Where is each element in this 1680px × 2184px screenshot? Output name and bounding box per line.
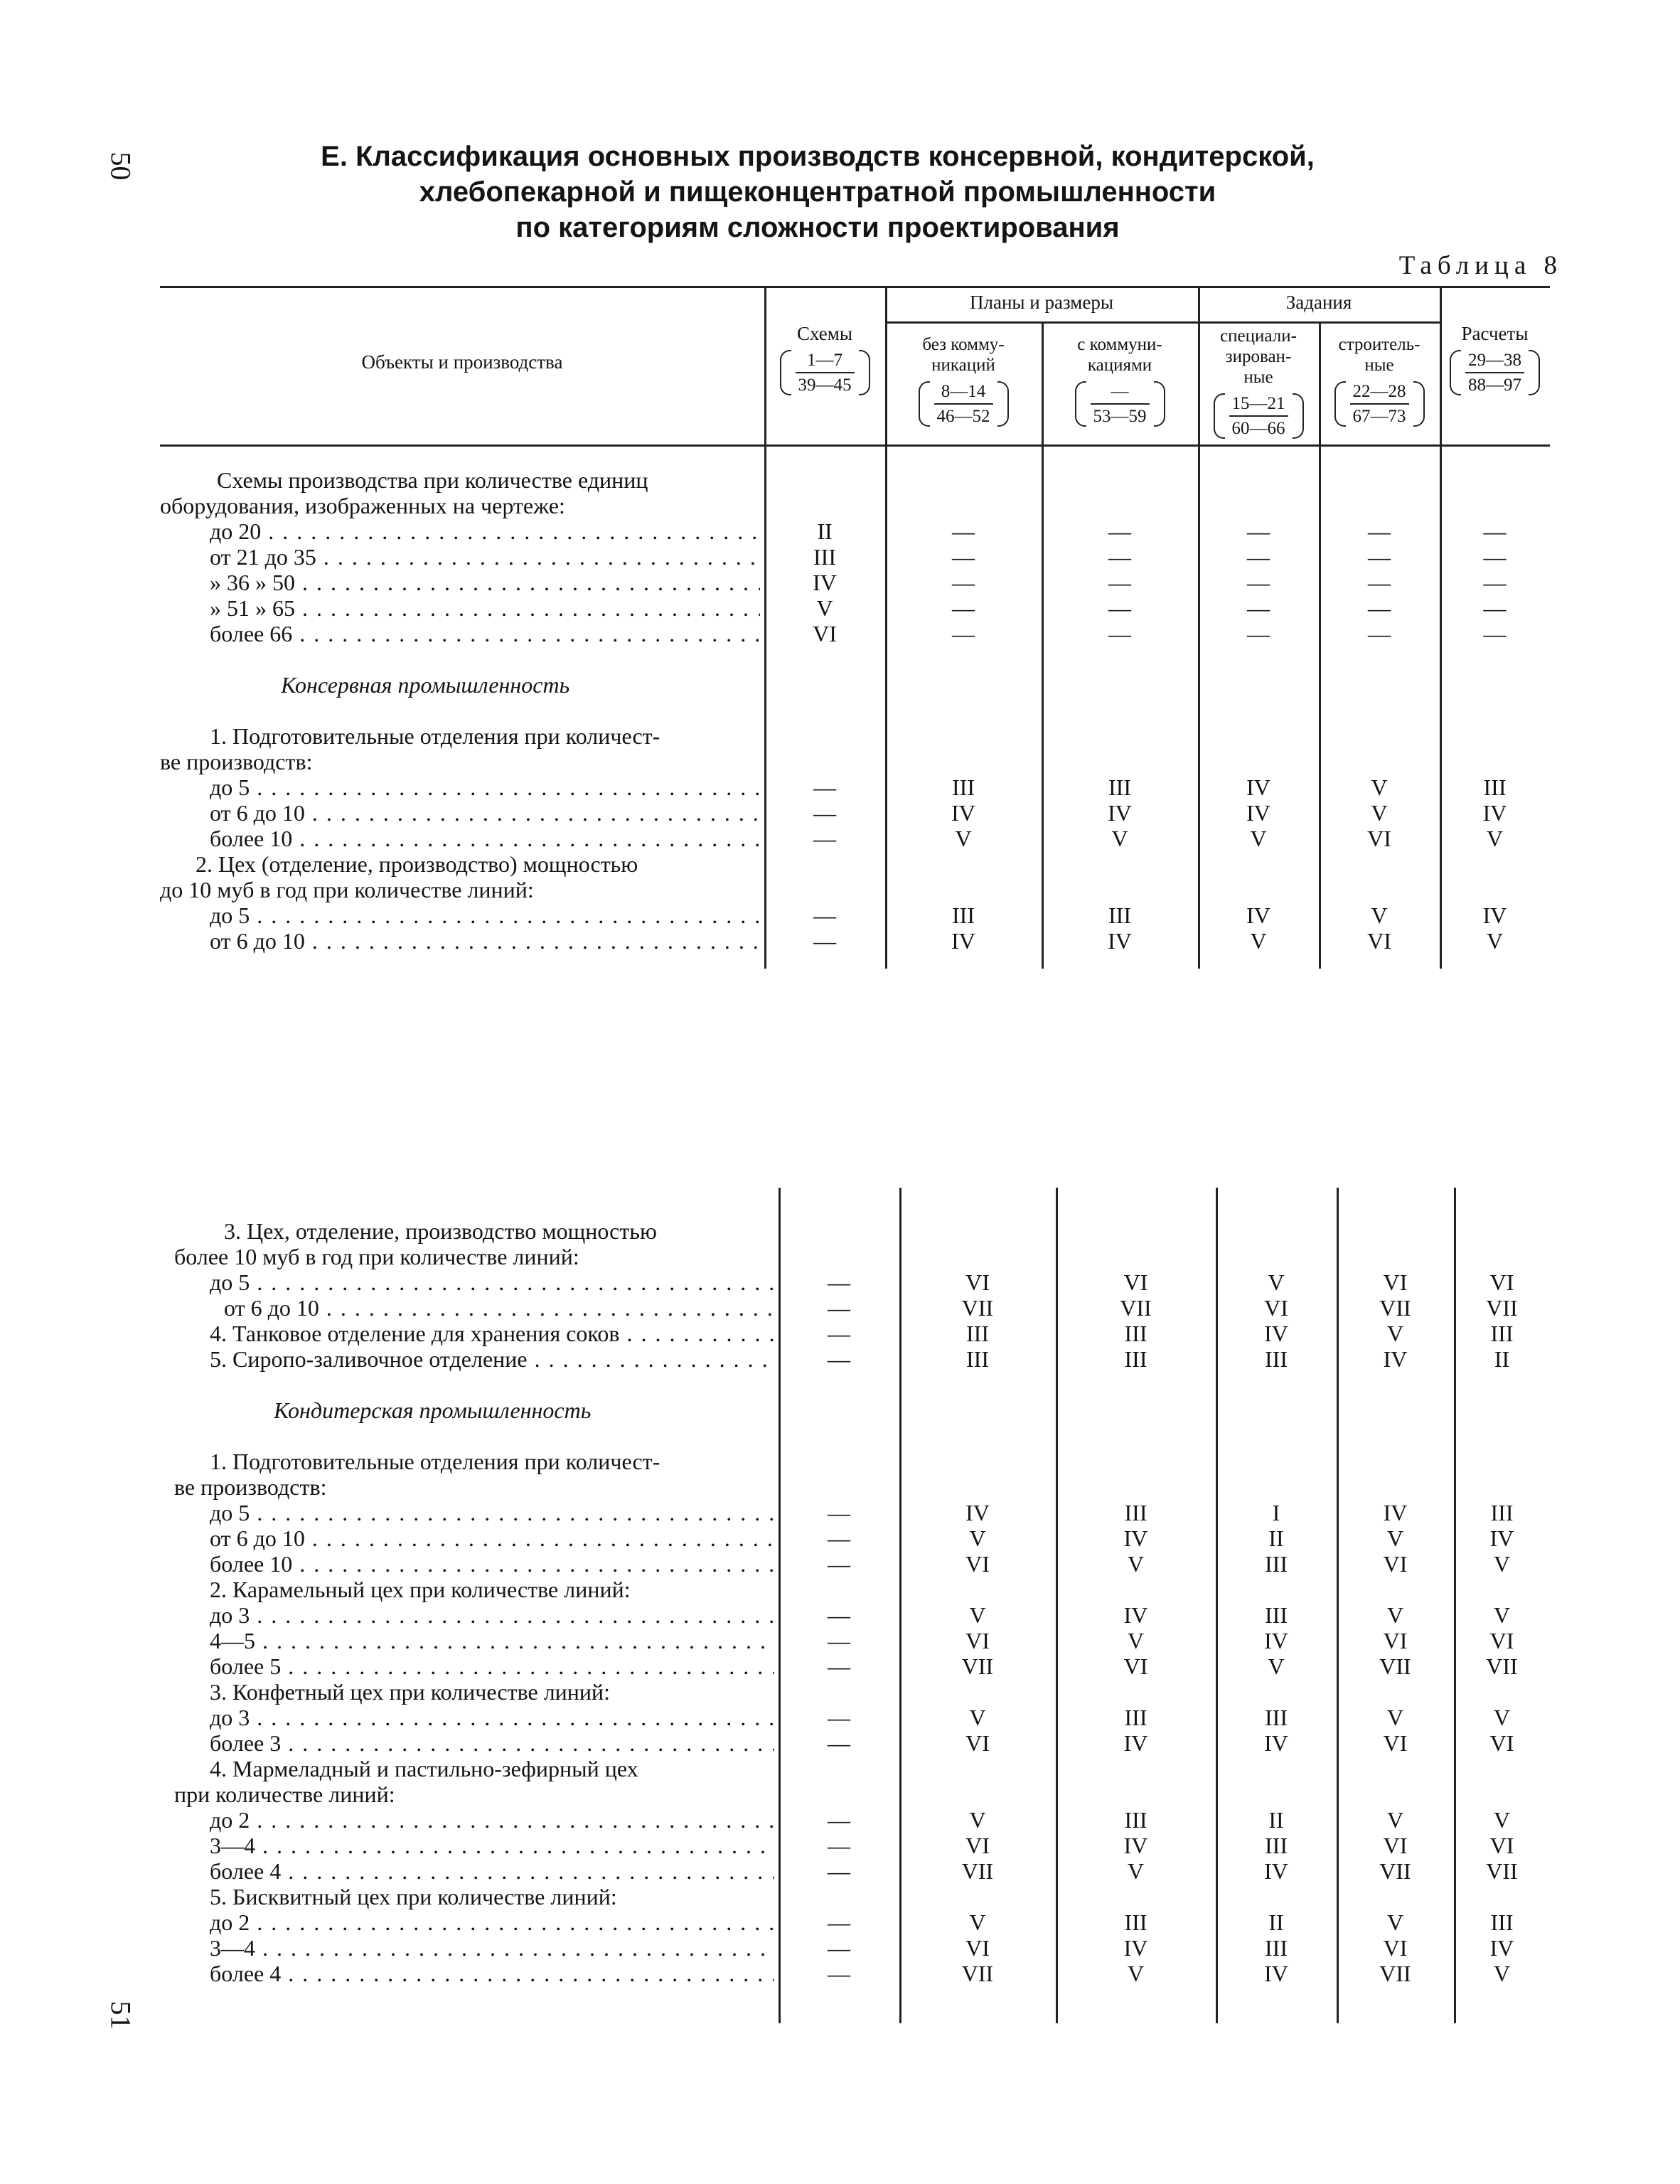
table-cell: IV	[951, 928, 975, 954]
table-row	[160, 518, 1550, 544]
header-calc-sheets: $\frac{29—38}{88—97}$	[1450, 348, 1540, 397]
table-cell: V	[1493, 1705, 1511, 1730]
row-label: более 4 . . .	[210, 1961, 774, 1986]
table-cell: —	[1108, 518, 1131, 544]
table-cell: V	[1268, 1269, 1285, 1295]
table-cell: IV	[1489, 1935, 1514, 1961]
table-cell: VI	[965, 1730, 990, 1756]
table-cell: —	[952, 544, 975, 570]
table-cell: IV	[1482, 902, 1507, 928]
table-cell: III	[966, 1321, 989, 1346]
table-row	[160, 800, 1550, 826]
table-cell: V	[1127, 1551, 1145, 1577]
table-cell: V	[1127, 1961, 1145, 1986]
header-objects: Объекты и производства	[361, 351, 563, 373]
row-label: более 4 . . .	[210, 1858, 774, 1884]
table-row	[174, 1833, 1550, 1858]
table-row	[174, 1679, 1550, 1705]
table-cell: V	[969, 1525, 986, 1551]
table-cell: III	[1124, 1321, 1147, 1346]
table-cell: —	[828, 1346, 850, 1372]
table-row	[174, 1935, 1550, 1961]
table-row	[174, 1628, 1550, 1653]
table-cell: V	[1111, 826, 1128, 851]
table-cell: —	[1247, 544, 1270, 570]
table-row	[174, 1269, 1550, 1295]
table-cell: III	[1124, 1346, 1147, 1372]
table-cell: —	[1368, 621, 1391, 646]
row-label: от 6 до 10 . . .	[210, 1525, 774, 1551]
title-line-3: по категориям сложности проектирования	[515, 212, 1120, 243]
table-row	[174, 1705, 1550, 1730]
row-label: 5. Сиропо-заливочное отделение . . .	[210, 1346, 774, 1372]
table-cell: IV	[965, 1500, 990, 1525]
table-cell: —	[828, 1321, 850, 1346]
table-cell: III	[813, 544, 836, 570]
table-cell: —	[828, 1295, 850, 1321]
table-cell: —	[952, 570, 975, 595]
row-label: от 6 до 10 . . .	[210, 928, 760, 954]
table-cell: —	[828, 1909, 850, 1935]
table-cell: IV	[1123, 1833, 1148, 1858]
table-row	[174, 1346, 1550, 1372]
table-cell: —	[1108, 570, 1131, 595]
row-label: 4. Мармеладный и пастильно-зефирный цех	[210, 1756, 638, 1781]
table-cell: —	[828, 1833, 850, 1858]
header-plans-comm: с коммуни- кациями $\frac{—}{53—59}$	[1042, 334, 1198, 428]
table-row	[174, 1730, 1550, 1756]
table-cell: IV	[1264, 1321, 1288, 1346]
table-cell: V	[1371, 800, 1388, 826]
table-cell: —	[813, 774, 836, 800]
table-cell: VII	[1379, 1858, 1411, 1884]
table-row	[174, 1781, 1550, 1807]
header-calc	[1440, 324, 1550, 397]
table-cell: —	[828, 1602, 850, 1628]
header-plans-no-comm-sheets: $\frac{8—14}{46—52}$	[919, 380, 1009, 428]
row-label: 3—4 . . .	[210, 1833, 774, 1858]
table-cell: V	[1493, 1807, 1511, 1833]
table-row	[160, 646, 1550, 672]
table-cell: —	[1247, 570, 1270, 595]
table-body-top	[160, 467, 1550, 954]
table-cell: III	[1124, 1807, 1147, 1833]
table-cell: V	[1386, 1909, 1404, 1935]
table-row	[174, 1397, 1550, 1423]
header-bottom-rule	[160, 444, 1550, 447]
table-cell: III	[1265, 1346, 1288, 1372]
table-row	[160, 749, 1550, 774]
section-heading: Консервная промышленность	[281, 672, 570, 698]
page-number-left: 50	[105, 151, 137, 181]
table-cell: VI	[965, 1833, 990, 1858]
table-cell: IV	[1123, 1935, 1148, 1961]
table-row	[160, 851, 1550, 877]
table-cell: I	[1272, 1500, 1280, 1525]
table-cell: III	[1265, 1602, 1288, 1628]
table-row	[174, 1577, 1550, 1602]
table-cell: VI	[1489, 1628, 1514, 1653]
table-cell: VII	[1486, 1295, 1518, 1321]
row-label: 3. Цех, отделение, производство мощностью	[224, 1218, 657, 1244]
table-cell: VII	[961, 1295, 994, 1321]
table-cell: V	[1386, 1602, 1404, 1628]
table-cell: II	[1268, 1909, 1284, 1935]
table-cell: —	[1108, 595, 1131, 621]
table-cell: III	[1108, 902, 1131, 928]
table-row	[160, 774, 1550, 800]
table-cell: VI	[1367, 928, 1391, 954]
row-label: более 10 . . .	[210, 826, 760, 851]
table-row	[174, 1525, 1550, 1551]
table-cell: V	[1386, 1705, 1404, 1730]
section-heading: Кондитерская промышленность	[274, 1397, 592, 1423]
table-cell: —	[813, 826, 836, 851]
table-row	[174, 1244, 1550, 1269]
table-row	[174, 1474, 1550, 1500]
table-row	[174, 1372, 1550, 1397]
table-cell: IV	[1264, 1858, 1288, 1884]
table-cell: II	[1494, 1346, 1510, 1372]
row-label: более 5 . . .	[210, 1653, 774, 1679]
table-cell: VII	[961, 1653, 994, 1679]
table-cell: VII	[1379, 1295, 1411, 1321]
table-cell: —	[952, 518, 975, 544]
row-label: 3—4 . . .	[210, 1935, 774, 1961]
table-cell: IV	[1108, 800, 1132, 826]
table-cell: —	[828, 1269, 850, 1295]
table-cell: IV	[1123, 1730, 1148, 1756]
table-cell: VI	[1123, 1269, 1148, 1295]
table-cell: IV	[1246, 902, 1270, 928]
table-cell: V	[969, 1807, 986, 1833]
table-cell: VI	[965, 1628, 990, 1653]
table-row	[174, 1295, 1550, 1321]
table-cell: VII	[961, 1858, 994, 1884]
table-cell: IV	[1383, 1500, 1408, 1525]
table-cell: —	[952, 621, 975, 646]
table-cell: V	[1486, 928, 1504, 954]
table-cell: IV	[1123, 1602, 1148, 1628]
header-plans-group: Планы и размеры	[970, 292, 1113, 313]
row-label: от 6 до 10 . . .	[210, 800, 760, 826]
table-cell: —	[828, 1807, 850, 1833]
table-cell: —	[1483, 518, 1507, 544]
table-cell: IV	[951, 800, 975, 826]
table-cell: —	[952, 595, 975, 621]
header-tasks-spec-sheets: $\frac{15—21}{60—66}$	[1214, 392, 1304, 440]
table-cell: —	[1247, 621, 1270, 646]
row-label: 1. Подготовительные отделения при количест-	[210, 1449, 660, 1474]
table-row	[160, 570, 1550, 595]
table-row	[174, 1423, 1550, 1449]
row-label: до 5 . . .	[210, 774, 760, 800]
table-cell: III	[952, 774, 975, 800]
row-label: 2. Карамельный цех при количестве линий:	[210, 1577, 631, 1602]
table-cell: V	[1386, 1321, 1404, 1346]
row-label: более 10 . . .	[210, 1551, 774, 1577]
table-cell: V	[1371, 774, 1388, 800]
table-cell: VI	[965, 1935, 990, 1961]
table-row	[174, 1961, 1550, 1986]
table-cell: V	[1386, 1525, 1404, 1551]
table-row	[174, 1884, 1550, 1909]
table-cell: —	[1483, 595, 1507, 621]
table-cell: VII	[1379, 1653, 1411, 1679]
table-row	[160, 595, 1550, 621]
table-cell: IV	[1264, 1730, 1288, 1756]
row-label: 4. Танковое отделение для хранения соков . . .	[210, 1321, 774, 1346]
table-row	[174, 1449, 1550, 1474]
table-cell: VI	[1383, 1730, 1408, 1756]
table-cell: VI	[1123, 1653, 1148, 1679]
table-cell: —	[828, 1653, 850, 1679]
row-label: до 5 . . .	[210, 1269, 774, 1295]
table-cell: III	[1124, 1500, 1147, 1525]
table-cell: V	[1371, 902, 1388, 928]
table-cell: —	[1483, 570, 1507, 595]
table-row	[160, 544, 1550, 570]
table-row	[174, 1858, 1550, 1884]
table-row	[174, 1500, 1550, 1525]
table-cell: III	[1265, 1551, 1288, 1577]
table-cell: VI	[1383, 1269, 1408, 1295]
table-cell: IV	[1123, 1525, 1148, 1551]
table-cell: V	[816, 595, 833, 621]
table-cell: III	[1124, 1909, 1147, 1935]
title-line-2: хлебопекарной и пищеконцентратной промышленности	[419, 176, 1216, 208]
table-cell: V	[1386, 1807, 1404, 1833]
table-cell: VI	[1383, 1935, 1408, 1961]
table-cell: VI	[1264, 1295, 1288, 1321]
header-tasks-spec: специали- зирован- ные $\frac{15—21}{60—66}$	[1198, 326, 1319, 440]
header-tasks-build-sheets: $\frac{22—28}{67—73}$	[1334, 380, 1425, 428]
header-schemes-sheets: $\frac{1—7}{39—45}$	[780, 348, 870, 397]
table-cell: VI	[1489, 1833, 1514, 1858]
table-cell: V	[1250, 826, 1267, 851]
table-cell: V	[1127, 1858, 1145, 1884]
row-label: до 2 . . .	[210, 1909, 774, 1935]
row-label: оборудования, изображенных на чертеже:	[160, 493, 565, 518]
table-cell: VI	[1489, 1730, 1514, 1756]
table-cell: VI	[965, 1551, 990, 1577]
row-label: » 51 » 65 . . .	[210, 595, 760, 621]
table-cell: —	[828, 1935, 850, 1961]
table-cell: VII	[1120, 1295, 1152, 1321]
row-label: 1. Подготовительные отделения при количест-	[210, 723, 660, 749]
table-row	[174, 1602, 1550, 1628]
table-cell: IV	[1383, 1346, 1408, 1372]
table-cell: III	[1124, 1705, 1147, 1730]
row-label: до 3 . . .	[210, 1602, 774, 1628]
table-cell: VII	[1486, 1858, 1518, 1884]
table-cell: II	[1268, 1807, 1284, 1833]
table-cell: V	[955, 826, 972, 851]
table-cell: II	[817, 518, 833, 544]
table-cell: IV	[1264, 1961, 1288, 1986]
table-row	[160, 928, 1550, 954]
table-cell: —	[813, 800, 836, 826]
row-label: до 20 . . .	[210, 518, 760, 544]
row-label: 4—5 . . .	[210, 1628, 774, 1653]
table-cell: IV	[1489, 1525, 1514, 1551]
table-cell: —	[1368, 544, 1391, 570]
table-row	[160, 877, 1550, 902]
row-label: » 36 » 50 . . .	[210, 570, 760, 595]
table-cell: V	[1493, 1961, 1511, 1986]
table-cell: VI	[1489, 1269, 1514, 1295]
table-cell: VII	[961, 1961, 994, 1986]
table-cell: —	[1247, 595, 1270, 621]
row-label: Схемы производства при количестве единиц	[217, 467, 648, 493]
table-cell: —	[813, 902, 836, 928]
row-label: от 21 до 35 . . .	[210, 544, 760, 570]
table-cell: —	[1108, 544, 1131, 570]
table-cell: III	[1265, 1705, 1288, 1730]
header-tasks-build: строитель- ные $\frac{22—28}{67—73}$	[1319, 334, 1440, 428]
page-number-right: 51	[105, 2001, 137, 2030]
header-schemes	[764, 324, 885, 397]
table-cell: IV	[1246, 774, 1270, 800]
table-cell: VI	[965, 1269, 990, 1295]
table-row	[160, 698, 1550, 723]
table-row	[174, 1321, 1550, 1346]
table-cell: III	[1265, 1935, 1288, 1961]
title-line-1: Е. Классификация основных производств консервной, кондитерской,	[321, 141, 1315, 172]
table-row	[160, 621, 1550, 646]
table-cell: —	[1247, 518, 1270, 544]
table-row	[174, 1909, 1550, 1935]
table-row	[160, 672, 1550, 698]
row-label: ве производств:	[174, 1474, 327, 1500]
table-cell: IV	[813, 570, 837, 595]
table-cell: VII	[1486, 1653, 1518, 1679]
table-caption: Таблица 8	[1398, 251, 1563, 280]
row-label: до 10 муб в год при количестве линий:	[160, 877, 534, 902]
table-cell: III	[952, 902, 975, 928]
table-row	[174, 1218, 1550, 1244]
table-cell: VI	[1367, 826, 1391, 851]
table-cell: III	[1265, 1833, 1288, 1858]
table-cell: —	[828, 1628, 850, 1653]
row-label: более 3 . . .	[210, 1730, 774, 1756]
table-row	[160, 493, 1550, 518]
header-top-rule	[160, 286, 1550, 288]
row-label: 2. Цех (отделение, производство) мощностью	[196, 851, 638, 877]
row-label: при количестве линий:	[174, 1781, 395, 1807]
row-label: до 3 . . .	[210, 1705, 774, 1730]
header-schemes-label: Схемы	[796, 323, 853, 344]
table-row	[160, 467, 1550, 493]
table-cell: —	[1483, 621, 1507, 646]
table-row	[174, 1756, 1550, 1781]
row-label: от 6 до 10 . . .	[224, 1295, 774, 1321]
table-cell: III	[966, 1346, 989, 1372]
table-cell: V	[1268, 1653, 1285, 1679]
table-cell: —	[1108, 621, 1131, 646]
table-row	[174, 1551, 1550, 1577]
table-cell: —	[828, 1500, 850, 1525]
table-cell: IV	[1108, 928, 1132, 954]
table-cell: —	[1483, 544, 1507, 570]
table-cell: V	[969, 1602, 986, 1628]
header-tasks-group: Задания	[1285, 292, 1352, 313]
table-cell: V	[1493, 1551, 1511, 1577]
table-cell: VI	[1383, 1833, 1408, 1858]
table-cell: IV	[1482, 800, 1507, 826]
table-cell: —	[828, 1705, 850, 1730]
table-cell: IV	[1264, 1628, 1288, 1653]
table-cell: V	[1250, 928, 1267, 954]
table-cell: IV	[1246, 800, 1270, 826]
table-row	[160, 826, 1550, 851]
table-cell: —	[828, 1961, 850, 1986]
table-cell: V	[1486, 826, 1504, 851]
table-row	[174, 1807, 1550, 1833]
row-label: ве производств:	[160, 749, 313, 774]
table-cell: III	[1483, 774, 1507, 800]
table-cell: VI	[1383, 1628, 1408, 1653]
table-row	[160, 723, 1550, 749]
table-cell: —	[828, 1730, 850, 1756]
table-cell: III	[1490, 1500, 1514, 1525]
table-row	[174, 1653, 1550, 1679]
page-title	[235, 139, 1401, 245]
table-body-bottom	[174, 1218, 1550, 1986]
table-cell: V	[969, 1909, 986, 1935]
table-cell: VI	[813, 621, 837, 646]
row-label: 5. Бисквитный цех при количестве линий:	[210, 1884, 617, 1909]
table-cell: —	[1368, 595, 1391, 621]
table-cell: III	[1490, 1909, 1514, 1935]
table-cell: II	[1268, 1525, 1284, 1551]
table-cell: V	[1127, 1628, 1145, 1653]
table-cell: V	[969, 1705, 986, 1730]
row-label: до 2 . . .	[210, 1807, 774, 1833]
table-cell: —	[828, 1525, 850, 1551]
header-calc-label: Расчеты	[1461, 323, 1529, 344]
table-cell: III	[1490, 1321, 1514, 1346]
table-cell: III	[1108, 774, 1131, 800]
table-cell: —	[828, 1551, 850, 1577]
table-cell: —	[813, 928, 836, 954]
row-label: более 66 . . .	[210, 621, 760, 646]
table-cell: VII	[1379, 1961, 1411, 1986]
table-cell: —	[1368, 570, 1391, 595]
header-plans-no-comm: без комму- никаций $\frac{8—14}{46—52}$	[885, 334, 1042, 428]
table-cell: —	[1368, 518, 1391, 544]
row-label: 3. Конфетный цех при количестве линий:	[210, 1679, 611, 1705]
table-cell: VI	[1383, 1551, 1408, 1577]
row-label: до 5 . . .	[210, 1500, 774, 1525]
table-row	[160, 902, 1550, 928]
table-cell: —	[828, 1858, 850, 1884]
row-label: до 5 . . .	[210, 902, 760, 928]
header-plans-comm-sheets: $\frac{—}{53—59}$	[1075, 380, 1165, 428]
table-cell: V	[1493, 1602, 1511, 1628]
row-label: более 10 муб в год при количестве линий:	[174, 1244, 579, 1269]
